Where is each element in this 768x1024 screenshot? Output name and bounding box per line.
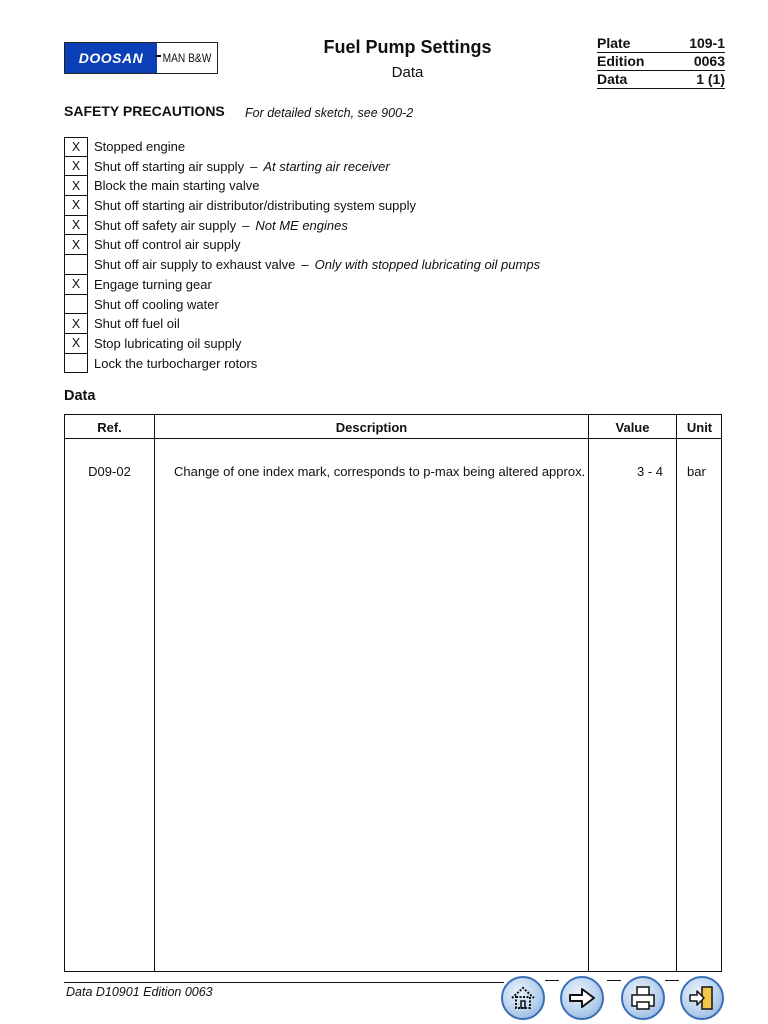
exit-door-icon	[687, 983, 717, 1013]
checklist-item	[64, 354, 704, 374]
checklist-label-text: Block the main starting valve	[94, 178, 260, 194]
checklist-label	[94, 297, 219, 312]
checklist-item	[64, 235, 704, 255]
checklist-label-text: Shut off fuel oil	[94, 316, 180, 332]
checklist-checkbox: X	[64, 137, 88, 157]
column-header-description: Description	[335, 420, 408, 435]
logo-brand: DOOSAN	[65, 43, 157, 73]
checklist-item	[64, 295, 704, 315]
table-cell-unit: bar	[687, 464, 706, 479]
checklist-label-text: Shut off control air supply	[94, 237, 241, 253]
column-header-ref: Ref.	[97, 420, 122, 435]
checklist-label	[94, 336, 241, 351]
checklist-note: Only with stopped lubricating oil pumps	[314, 257, 541, 273]
checklist-item	[64, 216, 704, 236]
checklist-label	[94, 277, 212, 292]
checklist-item	[64, 275, 704, 295]
checklist-item	[64, 157, 704, 177]
table-cell-description: Change of one index mark, corresponds to p-max being altered approx.	[174, 464, 586, 479]
checklist-label-text: Lock the turbocharger rotors	[94, 355, 258, 371]
checklist-dash: –	[242, 217, 250, 233]
safety-note: For detailed sketch, see 900-2	[245, 106, 414, 120]
checklist-checkbox: X	[64, 216, 88, 236]
checklist-note: Not ME engines	[255, 217, 348, 233]
checklist-checkbox: X	[64, 196, 88, 216]
checklist-label-text: Stopped engine	[94, 139, 186, 154]
checklist-item	[64, 314, 704, 334]
checklist-checkbox	[64, 295, 88, 315]
print-button[interactable]	[621, 976, 665, 1020]
footer-divider	[665, 980, 679, 981]
meta-label: Edition	[597, 53, 645, 69]
checklist-item	[64, 334, 704, 354]
checklist-checkbox: X	[64, 157, 88, 177]
checklist-label	[94, 139, 185, 154]
checklist-label	[94, 257, 540, 272]
meta-label: Plate	[597, 35, 631, 51]
checklist-checkbox: X	[64, 235, 88, 255]
checklist-label-text: Shut off starting air supply	[94, 158, 245, 174]
checklist-checkbox: X	[64, 176, 88, 196]
column-header-unit: Unit	[686, 420, 713, 435]
footer-divider	[607, 980, 621, 981]
exit-button[interactable]	[680, 976, 724, 1020]
checklist-note: At starting air receiver	[263, 158, 390, 174]
safety-checklist	[64, 137, 704, 373]
checklist-label-text: Shut off starting air distributor/distributing system supply	[94, 198, 417, 214]
checklist-item	[64, 137, 704, 157]
checklist-item	[64, 255, 704, 275]
footer-text: Data D10901 Edition 0063	[66, 985, 213, 999]
checklist-label	[94, 198, 416, 213]
column-header-value: Value	[615, 420, 650, 435]
page-title: Fuel Pump Settings	[323, 37, 492, 57]
meta-label: Data	[597, 71, 628, 87]
meta-value: 1 (1)	[696, 71, 725, 87]
data-table	[64, 414, 722, 972]
checklist-label-text: Shut off cooling water	[94, 296, 219, 312]
checklist-checkbox	[64, 255, 88, 275]
home-icon	[508, 983, 538, 1013]
footer-divider	[545, 980, 559, 981]
logo-sub: MAN B&W	[162, 51, 212, 65]
checklist-label	[94, 316, 180, 331]
checklist-label-text: Stop lubricating oil supply	[94, 335, 242, 351]
checklist-checkbox: X	[64, 314, 88, 334]
meta-value: 0063	[693, 53, 725, 69]
checklist-label-text: Engage turning gear	[94, 276, 212, 292]
checklist-label	[94, 237, 240, 252]
safety-heading: SAFETY PRECAUTIONS	[64, 103, 225, 119]
data-heading: Data	[64, 388, 96, 404]
checklist-label	[94, 356, 257, 371]
checklist-dash: –	[250, 158, 258, 174]
table-cell-value: 3 - 4	[636, 464, 663, 479]
printer-icon	[628, 983, 658, 1013]
arrow-right-icon	[567, 983, 597, 1013]
checklist-item	[64, 176, 704, 196]
checklist-label	[94, 178, 259, 193]
checklist-checkbox	[64, 354, 88, 374]
checklist-label	[94, 218, 348, 233]
checklist-checkbox: X	[64, 275, 88, 295]
logo	[64, 42, 218, 74]
footer-divider	[64, 982, 504, 983]
meta-row-plate	[597, 35, 725, 53]
page-subtitle: Data	[391, 64, 424, 81]
checklist-item	[64, 196, 704, 216]
meta-value: 109-1	[689, 35, 725, 51]
meta-row-edition	[597, 53, 725, 71]
checklist-label-text: Shut off safety air supply	[94, 217, 237, 233]
checklist-dash: –	[301, 257, 309, 273]
home-button[interactable]	[501, 976, 545, 1020]
table-cell-ref: D09-02	[88, 464, 131, 479]
checklist-checkbox: X	[64, 334, 88, 354]
meta-row-data	[597, 71, 725, 89]
next-button[interactable]	[560, 976, 604, 1020]
checklist-label-text: Shut off air supply to exhaust valve	[94, 257, 296, 273]
checklist-label	[94, 159, 390, 174]
document-meta	[597, 35, 725, 89]
